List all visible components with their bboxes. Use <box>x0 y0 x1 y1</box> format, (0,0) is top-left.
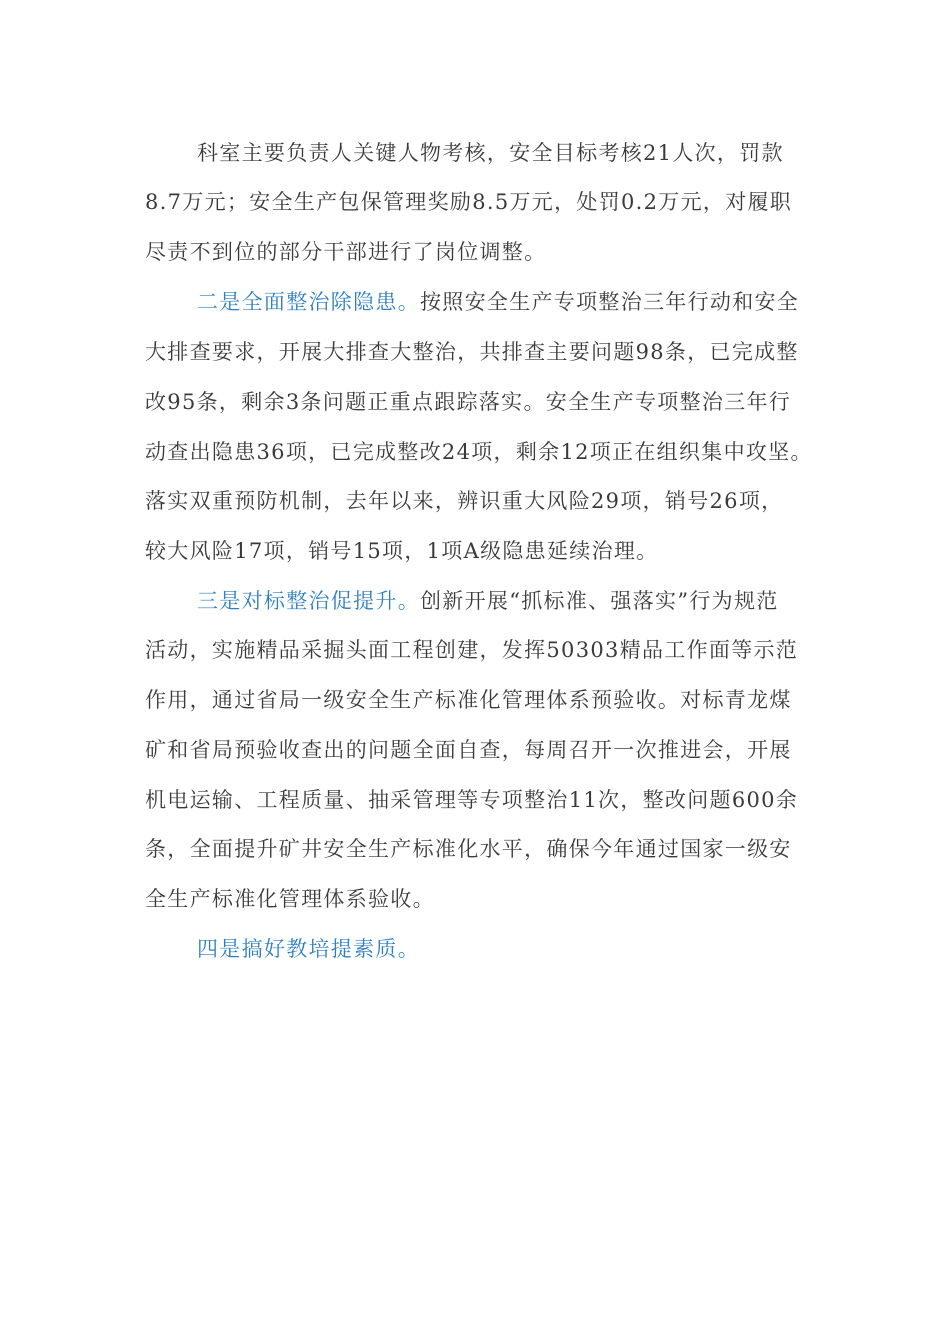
paragraph-first-line <box>197 588 779 614</box>
body-text-line: 尽责不到位的部分干部进行了岗位调整。 <box>145 240 547 264</box>
body-text-line: 作用，通过省局一级安全生产标准化管理体系预验收。对标青龙煤 <box>145 688 792 712</box>
body-text-line: 条，全面提升矿井安全生产标准化水平，确保今年通过国家一级安 <box>145 837 792 861</box>
body-text: 创新开展“抓标准、强落实”行为规范 <box>420 589 779 613</box>
body-text-line: 落实双重预防机制，去年以来，辨识重大风险29项，销号26项， <box>145 489 784 513</box>
section-heading: 三是对标整治促提升。 <box>197 589 420 613</box>
body-text-line: 8.7万元；安全生产包保管理奖励8.5万元，处罚0.2万元，对履职 <box>145 190 793 214</box>
section-heading: 二是全面整治除隐患。 <box>197 290 420 314</box>
body-text-line: 机电运输、工程质量、抽采管理等专项整治11次，整改问题600余 <box>145 788 799 812</box>
section-heading: 四是搞好教培提素质。 <box>197 937 420 961</box>
body-text-line: 动查出隐患36项，已完成整改24项，剩余12项正在组织集中攻坚。 <box>145 440 813 464</box>
body-text-line: 科室主要负责人关键人物考核，安全目标考核21人次，罚款 <box>197 141 784 165</box>
paragraph-first-line <box>197 289 799 315</box>
body-text: 按照安全生产专项整治三年行动和安全 <box>420 290 800 314</box>
body-text-line: 活动，实施精品采掘头面工程创建，发挥50303精品工作面等示范 <box>145 638 799 662</box>
body-text-line: 大排查要求，开展大排查大整治，共排查主要问题98条，已完成整 <box>145 340 799 364</box>
body-text-line: 较大风险17项，销号15项，1项A级隐患延续治理。 <box>145 539 659 563</box>
body-text-line: 矿和省局预验收查出的问题全面自查，每周召开一次推进会，开展 <box>145 738 792 762</box>
body-text-line: 改95条，剩余3条问题正重点跟踪落实。安全生产专项整治三年行 <box>145 390 792 414</box>
paragraph-first-line <box>197 936 420 962</box>
body-text-line: 全生产标准化管理体系验收。 <box>145 887 435 911</box>
